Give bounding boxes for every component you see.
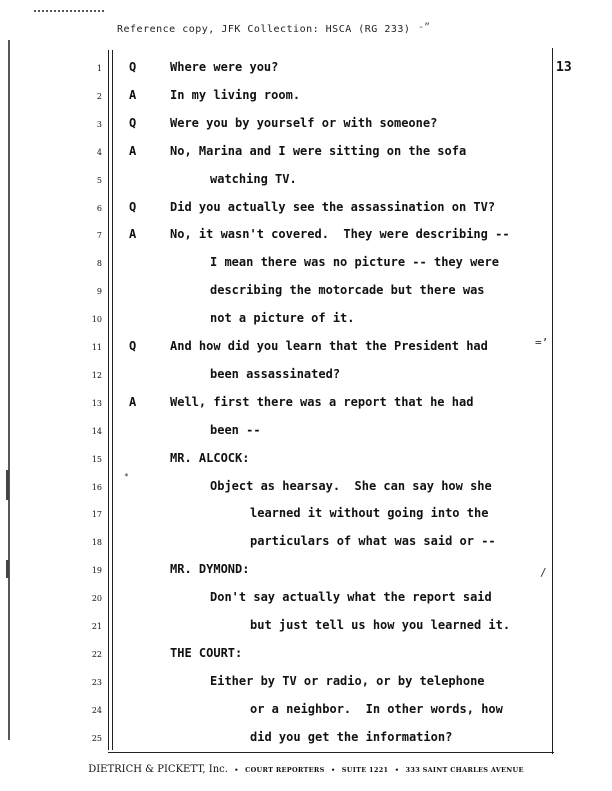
line-number: 25 [91,733,102,743]
line-number: 16 [91,482,102,492]
stray-mark: =’ [535,336,549,349]
transcript-line [0,479,560,499]
stray-mark: / [540,566,547,579]
line-text: describing the motorcade but there was [210,283,485,298]
footer-separator: • [330,766,336,774]
transcript-line [0,618,560,638]
transcript-line [0,227,560,247]
speaker-label: Q [129,115,137,130]
line-number: 2 [96,91,102,101]
line-number: 14 [91,426,102,436]
line-number: 15 [91,454,102,464]
line-text: Don't say actually what the report said [210,590,492,605]
transcript-line [0,339,560,359]
speaker-label: A [129,143,137,158]
line-text: I mean there was no picture -- they were [210,255,499,270]
speaker-label: A [129,227,137,242]
line-number: 17 [91,510,102,520]
line-number: 5 [96,175,102,185]
transcript-line [0,88,560,108]
transcript-line [0,730,560,750]
transcript-line [0,702,560,722]
footer-separator: • [394,766,400,774]
speaker-label: A [129,87,137,102]
line-number: 18 [91,538,102,548]
transcript-line [0,172,560,192]
line-text: Did you actually see the assassination on TV? [170,199,496,214]
transcript-line [0,506,560,526]
transcript-line [0,451,560,471]
line-number: 6 [96,203,102,213]
scan-mark: -” [418,22,431,33]
transcript-line [0,283,560,303]
line-text: been -- [210,422,261,437]
footer-firm: DIETRICH & PICKETT, Inc. [88,764,228,775]
line-number: 19 [91,566,102,576]
speaker-label: Q [129,199,137,214]
line-text: watching TV. [210,171,297,186]
transcript-line [0,674,560,694]
transcript-line [0,562,560,582]
transcript-line [0,395,560,415]
transcript-line [0,144,560,164]
line-number: 11 [91,343,102,352]
line-number: 7 [96,231,102,241]
scan-scribble [34,10,104,14]
line-number: 8 [96,259,102,269]
line-text: Well, first there was a report that he had [170,394,474,409]
transcript-line [0,255,560,275]
line-text: No, it wasn't covered. They were describing -- [170,227,510,242]
line-text: learned it without going into the [250,506,489,521]
line-text: MR. ALCOCK: [170,450,250,465]
line-number: 21 [91,622,102,631]
footer-suite: SUITE 1221 [341,766,389,774]
bottom-rule [108,752,554,753]
line-text: but just tell us how you learned it. [250,618,511,632]
line-text: And how did you learn that the President had [170,339,488,353]
footer-address: 333 SAINT CHARLES AVENUE [405,766,524,774]
reference-header: Reference copy, JFK Collection: HSCA (RG 233) [117,24,411,35]
line-text: THE COURT: [170,645,243,660]
transcript-line [0,367,560,387]
transcript-line [0,311,560,331]
line-text: been assassinated? [210,366,341,381]
line-text: or a neighbor. In other words, how [250,701,503,716]
line-text: MR. DYMOND: [170,562,250,577]
line-number: 22 [91,649,102,659]
line-number: 20 [91,594,102,604]
line-text: particulars of what was said or -- [250,534,496,549]
transcript-line [0,534,560,554]
line-number: 10 [91,315,102,325]
line-text: Where were you? [170,60,279,74]
page-number: 13 [556,60,572,75]
stray-mark: * [124,472,129,481]
transcript-line [0,590,560,610]
transcript-line [0,646,560,666]
transcript-line [0,60,560,80]
transcript-line [0,116,560,136]
transcript-line [0,423,560,443]
line-text: In my living room. [170,87,301,102]
line-text: Either by TV or radio, or by telephone [210,673,485,688]
line-text: not a picture of it. [210,311,355,326]
speaker-label: Q [129,339,137,353]
line-text: No, Marina and I were sitting on the sofa [170,143,467,158]
line-text: Object as hearsay. She can say how she [210,478,492,493]
line-number: 9 [96,287,102,297]
line-number: 3 [96,119,102,129]
speaker-label: A [129,394,137,409]
footer [0,764,612,775]
line-text: did you get the information? [250,729,453,744]
footer-reporters: COURT REPORTERS [245,766,325,774]
line-number: 12 [91,370,102,380]
transcript-line [0,200,560,220]
line-text: Were you by yourself or with someone? [170,115,438,130]
line-number: 13 [91,398,102,408]
speaker-label: Q [129,60,137,74]
line-number: 1 [96,64,102,73]
footer-separator: • [234,766,239,774]
line-number: 23 [91,677,102,687]
line-number: 4 [96,147,102,157]
line-number: 24 [91,705,102,715]
